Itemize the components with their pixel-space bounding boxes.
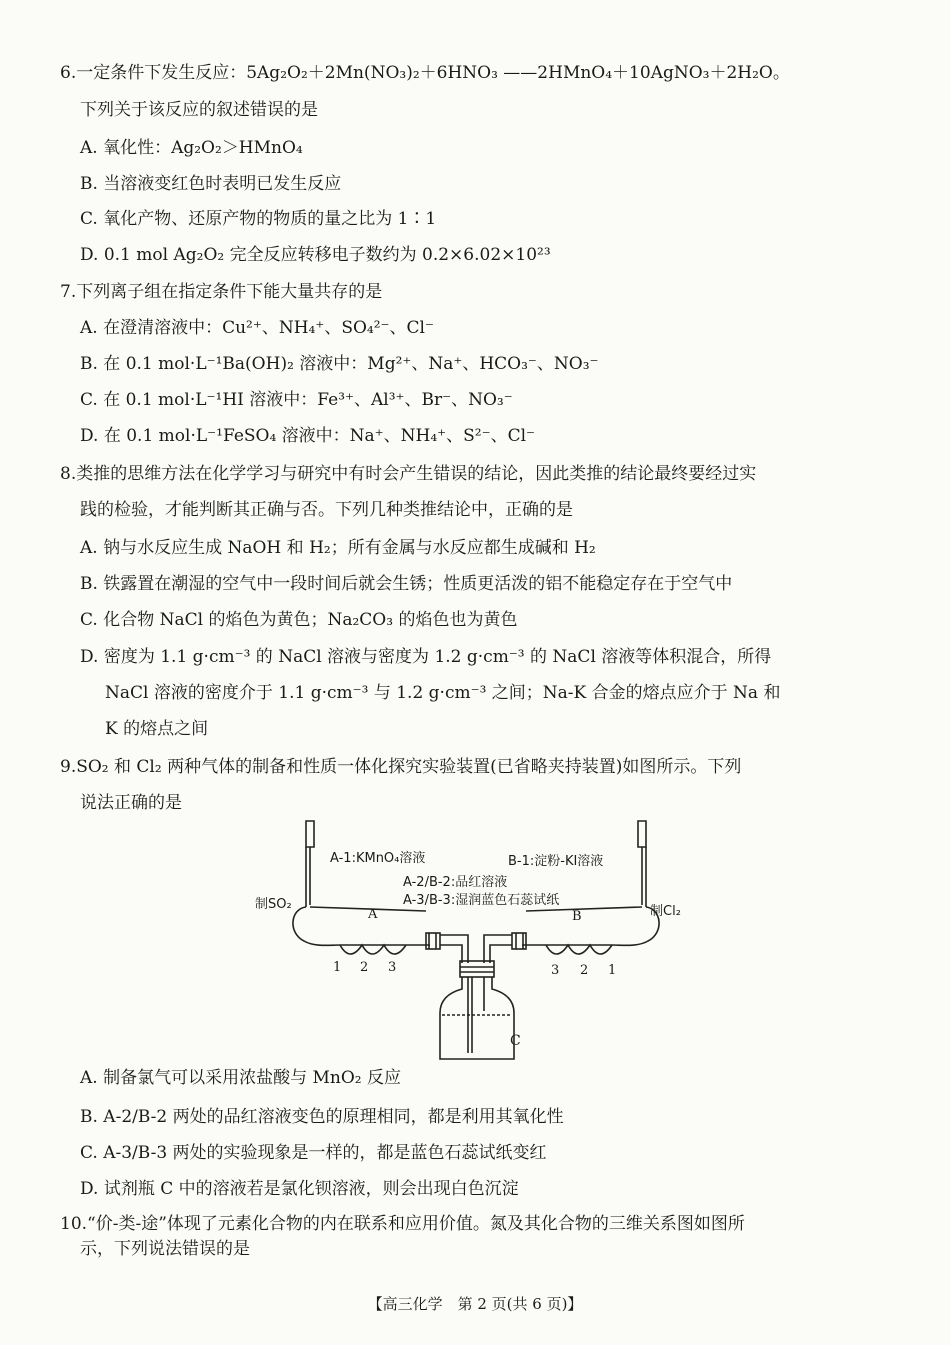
figure-label-a1: A-1:KMnO₄溶液 (330, 851, 426, 866)
q6-ask: 下列关于该反应的叙述错误的是 (80, 100, 318, 120)
q6-option-c: C. 氧化产物、还原产物的物质的量之比为 1∶1 (80, 209, 437, 229)
figure-left-num-3: 3 (388, 960, 397, 975)
figure-right-gas-label: 制Cl₂ (650, 904, 681, 919)
q6-option-b: B. 当溶液变红色时表明已发生反应 (80, 174, 342, 194)
q7-option-d: D. 在 0.1 mol·L⁻¹FeSO₄ 溶液中：Na⁺、NH₄⁺、S²⁻、Cl⁻ (80, 426, 535, 446)
figure-label-a3b3: A-3/B-3:湿润蓝色石蕊试纸 (403, 893, 560, 908)
q9-option-b: B. A-2/B-2 两处的品红溶液变色的原理相同，都是利用其氧化性 (80, 1107, 564, 1127)
q10-stem-line1: 10.“价-类-途”体现了元素化合物的内在联系和应用价值。氮及其化合物的三维关系图如图所 (60, 1214, 745, 1234)
q8-stem-line1: 8.类推的思维方法在化学学习与研究中有时会产生错误的结论，因此类推的结论最终要经过实 (60, 464, 757, 484)
figure-right-num-3: 3 (551, 963, 560, 978)
q8-option-b: B. 铁露置在潮湿的空气中一段时间后就会生锈；性质更活泼的铝不能稳定存在于空气中 (80, 574, 733, 594)
q8-option-d-line2: NaCl 溶液的密度介于 1.1 g·cm⁻³ 与 1.2 g·cm⁻³ 之间；Na-K 合金的熔点应介于 Na 和 (105, 683, 781, 703)
figure-right-num-2: 2 (580, 963, 589, 978)
q9-option-c: C. A-3/B-3 两处的实验现象是一样的，都是蓝色石蕊试纸变红 (80, 1143, 547, 1163)
q6-option-d: D. 0.1 mol Ag₂O₂ 完全反应转移电子数约为 0.2×6.02×10²³ (80, 245, 551, 265)
q8-option-c: C. 化合物 NaCl 的焰色为黄色；Na₂CO₃ 的焰色也为黄色 (80, 610, 518, 630)
q10-stem-line2: 示，下列说法错误的是 (80, 1239, 250, 1259)
q8-option-a: A. 钠与水反应生成 NaOH 和 H₂；所有金属与水反应都生成碱和 H₂ (80, 538, 596, 558)
q9-stem-line1: 9.SO₂ 和 Cl₂ 两种气体的制备和性质一体化探究实验装置(已省略夹持装置)如图所示。下列 (60, 757, 742, 777)
page-footer: 【高三化学 第 2 页(共 6 页)】 (367, 1295, 583, 1313)
figure-left-num-2: 2 (360, 960, 369, 975)
q7-stem: 7.下列离子组在指定条件下能大量共存的是 (60, 282, 383, 302)
q6-stem: 6.一定条件下发生反应：5Ag₂O₂＋2Mn(NO₃)₂＋6HNO₃ ——2HMnO₄＋10AgNO₃＋2H₂O。 (60, 63, 790, 83)
q9-option-d: D. 试剂瓶 C 中的溶液若是氯化钡溶液，则会出现白色沉淀 (80, 1179, 519, 1199)
q8-option-d-line3: K 的熔点之间 (105, 719, 209, 739)
figure-right-num-1: 1 (608, 963, 617, 978)
figure-label-b1: B-1:淀粉-KI溶液 (508, 854, 604, 869)
figure-left-gas-label: 制SO₂ (255, 897, 292, 912)
q9-option-a: A. 制备氯气可以采用浓盐酸与 MnO₂ 反应 (80, 1068, 401, 1088)
figure-tube-b-label: B (572, 909, 582, 924)
q7-option-b: B. 在 0.1 mol·L⁻¹Ba(OH)₂ 溶液中：Mg²⁺、Na⁺、HCO₃⁻、NO₃⁻ (80, 354, 599, 374)
figure-bottle-c-label: C (510, 1033, 521, 1049)
q7-option-c: C. 在 0.1 mol·L⁻¹HI 溶液中：Fe³⁺、Al³⁺、Br⁻、NO₃⁻ (80, 390, 513, 410)
q8-stem-line2: 践的检验，才能判断其正确与否。下列几种类推结论中，正确的是 (80, 500, 573, 520)
figure-tube-a-label: A (368, 907, 378, 922)
apparatus-figure (240, 815, 720, 1065)
q8-option-d-line1: D. 密度为 1.1 g·cm⁻³ 的 NaCl 溶液与密度为 1.2 g·cm⁻³ 的 NaCl 溶液等体积混合，所得 (80, 647, 772, 667)
q9-stem-line2: 说法正确的是 (80, 793, 182, 813)
q7-option-a: A. 在澄清溶液中：Cu²⁺、NH₄⁺、SO₄²⁻、Cl⁻ (80, 318, 434, 338)
q6-option-a: A. 氧化性：Ag₂O₂＞HMnO₄ (80, 138, 303, 158)
figure-label-a2b2: A-2/B-2:品红溶液 (403, 875, 508, 890)
figure-left-num-1: 1 (333, 960, 342, 975)
